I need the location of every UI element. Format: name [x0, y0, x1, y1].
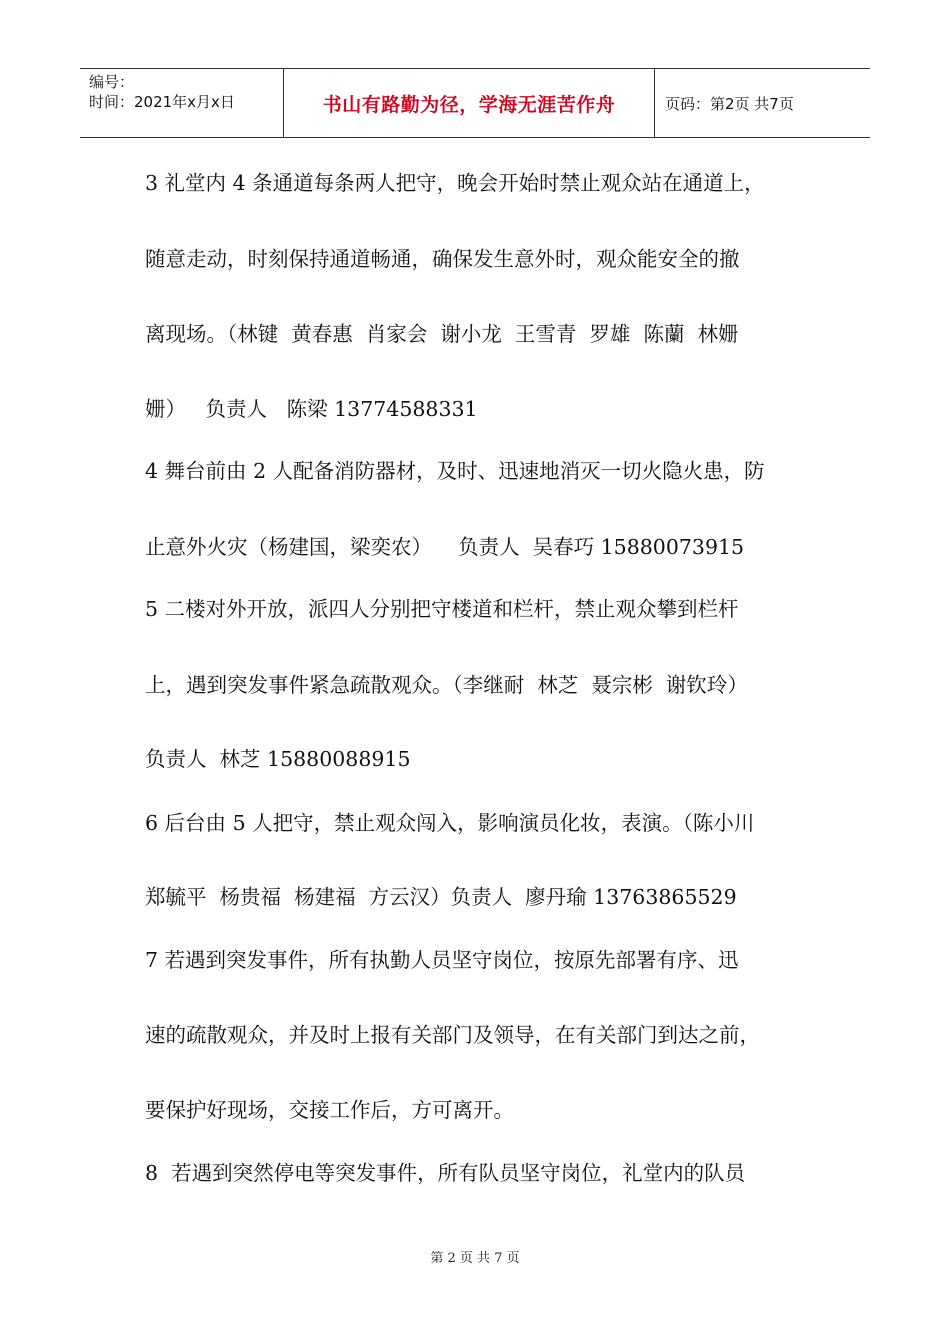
- body-line: 4 舞台前由 2 人配备消防器材，及时、迅速地消灭一切火隐火患，防: [145, 459, 765, 483]
- body-line: 郑毓平 杨贵福 杨建福 方云汉）负责人 廖丹瑜 13763865529: [145, 885, 737, 909]
- body-line: 离现场。（林键 黄春惠 肖家会 谢小龙 王雪青 罗雄 陈蘭 林姗: [145, 322, 739, 346]
- body-line: 8 若遇到突然停电等突发事件，所有队员坚守岗位，礼堂内的队员: [145, 1161, 746, 1185]
- body-line: 止意外火灾（杨建国，梁奕农） 负责人 吴春巧 15880073915: [145, 535, 745, 559]
- body-line: 负责人 林芝 15880088915: [145, 747, 411, 771]
- body-line: 3 礼堂内 4 条通道每条两人把守，晚会开始时禁止观众站在通道上，: [145, 171, 765, 195]
- body-line: 上，遇到突发事件紧急疏散观众。（李继耐 林芝 聂宗彬 谢钦玲）: [145, 673, 748, 697]
- motto-text: 书山有路勤为径，学海无涯苦作舟: [322, 93, 616, 116]
- page-number-label: 页码：第2页 共7页: [665, 94, 794, 113]
- body-line: 6 后台由 5 人把守，禁止观众闯入，影响演员化妆，表演。（陈小川: [145, 811, 755, 835]
- body-line: 7 若遇到突发事件，所有执勤人员坚守岗位，按原先部署有序、迅: [145, 948, 739, 972]
- body-line: 要保护好现场，交接工作后，方可离开。: [145, 1098, 514, 1122]
- body-line: 速的疏散观众，并及时上报有关部门及领导，在有关部门到达之前，: [145, 1023, 760, 1047]
- body-line: 5 二楼对外开放，派四人分别把守楼道和栏杆，禁止观众攀到栏杆: [145, 597, 739, 621]
- page-footer: 第 2 页 共 7 页: [430, 1251, 520, 1266]
- body-line: 随意走动，时刻保持通道畅通，确保发生意外时，观众能安全的撤: [145, 247, 740, 271]
- body-line: 姗） 负责人 陈梁 13774588331: [145, 397, 478, 421]
- number-label: 编号：: [89, 73, 135, 91]
- time-label: 时间：2021年x月x日: [89, 93, 235, 111]
